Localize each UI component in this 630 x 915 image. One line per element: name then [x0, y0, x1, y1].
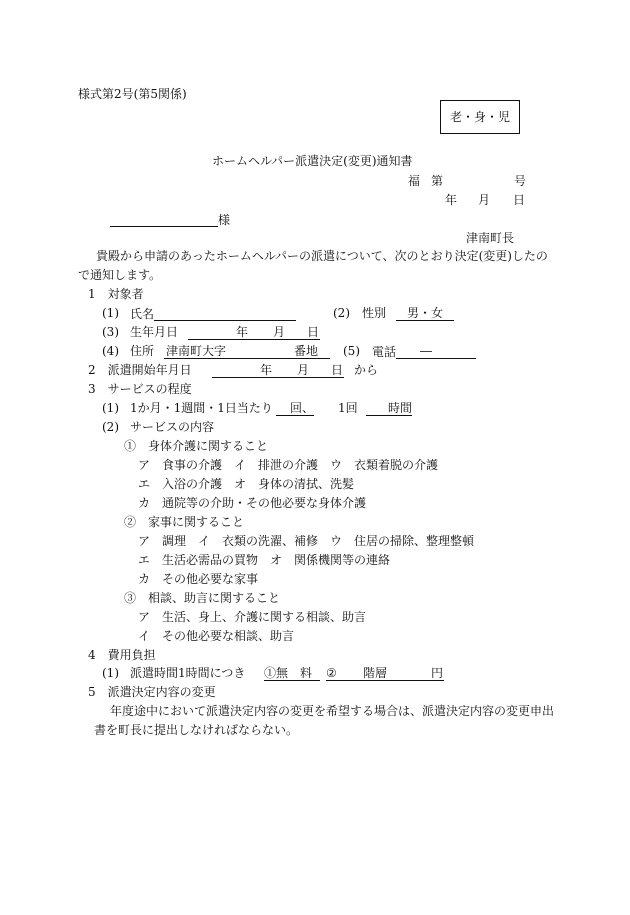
times-line[interactable] [276, 401, 314, 416]
addressee [110, 212, 230, 227]
start-date-field[interactable] [212, 363, 344, 378]
cost-tier-line[interactable] [326, 666, 444, 681]
sex-label: 性別 [362, 306, 387, 320]
cost-label: 派遣時間1時間につき [130, 666, 246, 680]
address-num: (4) [102, 344, 119, 358]
times-unit: 回、 [289, 401, 314, 415]
per-label: 1回 [338, 401, 358, 415]
group2-line2: エ 生活必需品の買物 オ 関係機関等の連絡 [138, 553, 391, 567]
cost-yen-label: 円 [431, 666, 444, 680]
content-label: サービスの内容 [130, 420, 215, 434]
category-label: 老・身・児 [449, 110, 510, 124]
intro-line2: で通知します。 [78, 268, 162, 282]
hours-field[interactable] [366, 401, 412, 416]
section1-heading: 1 対象者 [88, 287, 144, 301]
dob-line[interactable] [188, 325, 320, 340]
dob-day: 日 [307, 325, 320, 339]
tel-value: ― [420, 344, 433, 358]
reference-suffix: 号 [514, 174, 527, 188]
form-id: 様式第2号(第5関係) [78, 87, 187, 101]
hours-line[interactable] [366, 401, 412, 416]
group2-line1: ア 調理 イ 衣類の洗濯、補修 ウ 住居の掃除、整理整頓 [138, 534, 475, 548]
cost-tier-option[interactable] [326, 666, 444, 681]
addressee-line[interactable] [110, 212, 218, 227]
hours-unit: 時間 [387, 401, 412, 415]
group2-line3: カ その他必要な家事 [138, 572, 259, 586]
sex-field[interactable] [396, 306, 454, 321]
dob-month: 月 [273, 325, 286, 339]
document-title: ホームヘルパー派遣決定(変更)通知書 [212, 154, 413, 168]
group3-line1: ア 生活、身上、介護に関する相談、助言 [138, 610, 367, 624]
freq-label: 1か月・1週間・1日当たり [130, 401, 273, 415]
section3-heading: 3 サービスの程度 [88, 382, 192, 396]
name-label: 氏名 [130, 307, 155, 321]
group2-title: ② 家事に関すること [124, 515, 245, 529]
group1-title: ① 身体介護に関すること [124, 439, 269, 453]
reference-prefix: 福 [408, 174, 421, 188]
tel-num: (5) [343, 344, 360, 358]
group3-title: ③ 相談、助言に関すること [124, 591, 281, 605]
addressee-suffix: 様 [218, 213, 231, 227]
section5-line2: 書を町長に提出しなければならない。 [94, 723, 299, 737]
start-date-line[interactable] [212, 363, 344, 378]
address-label: 住所 [130, 344, 155, 358]
date-month: 月 [478, 193, 491, 207]
times-field[interactable] [276, 401, 314, 416]
sex-num: (2) [333, 306, 350, 320]
intro-line1: 貴殿から申請のあったホームヘルパーの派遣について、次のとおり決定(変更)したの [96, 249, 548, 263]
cost-free-option[interactable] [264, 666, 320, 681]
freq-num: (1) [102, 401, 119, 415]
section4-heading: 4 費用負担 [88, 648, 156, 662]
date-year: 年 [445, 193, 458, 207]
address-value: 津南町大字 [166, 344, 227, 358]
date-day: 日 [513, 193, 526, 207]
name-row [130, 306, 296, 321]
sex-value[interactable]: 男・女 [396, 306, 454, 321]
start-date-suffix: から [354, 363, 379, 377]
section2-heading: 2 派遣開始年月日 [88, 363, 192, 377]
cost-free-label[interactable]: ①無 料 [264, 666, 320, 681]
address-line[interactable] [164, 344, 330, 359]
name-num: (1) [102, 306, 119, 320]
section5-line1: 年度途中において派遣決定内容の変更を希望する場合は、派遣決定内容の変更申出 [110, 704, 555, 718]
issuer: 津南町長 [466, 231, 515, 245]
tel-field[interactable] [396, 344, 476, 359]
address-field[interactable] [164, 344, 330, 359]
dob-num: (3) [102, 325, 119, 339]
dob-year: 年 [236, 325, 249, 339]
start-year: 年 [260, 363, 273, 377]
group1-line2: エ 入浴の介護 オ 身体の清拭、洗髪 [138, 477, 355, 491]
reference-mid: 第 [431, 174, 444, 188]
section5-heading: 5 派遣決定内容の変更 [88, 685, 216, 699]
start-month: 月 [297, 363, 310, 377]
start-day: 日 [331, 363, 344, 377]
cost-num: (1) [102, 666, 119, 680]
address-suffix: 番地 [294, 344, 319, 358]
name-field[interactable] [154, 306, 296, 321]
group1-line1: ア 食事の介護 イ 排泄の介護 ウ 衣類着脱の介護 [138, 458, 439, 472]
cost-tier-mark: ② [326, 666, 337, 680]
category-box [440, 100, 520, 134]
dob-field[interactable] [188, 325, 320, 340]
group1-line3: カ 通院等の介助・その他必要な身体介護 [138, 496, 367, 510]
cost-tier-label: 階層 [363, 666, 388, 680]
group3-line2: イ その他必要な相談、助言 [138, 629, 295, 643]
content-num: (2) [102, 420, 119, 434]
tel-label: 電話 [372, 345, 397, 359]
tel-row [372, 344, 476, 359]
dob-label: 生年月日 [130, 325, 179, 339]
